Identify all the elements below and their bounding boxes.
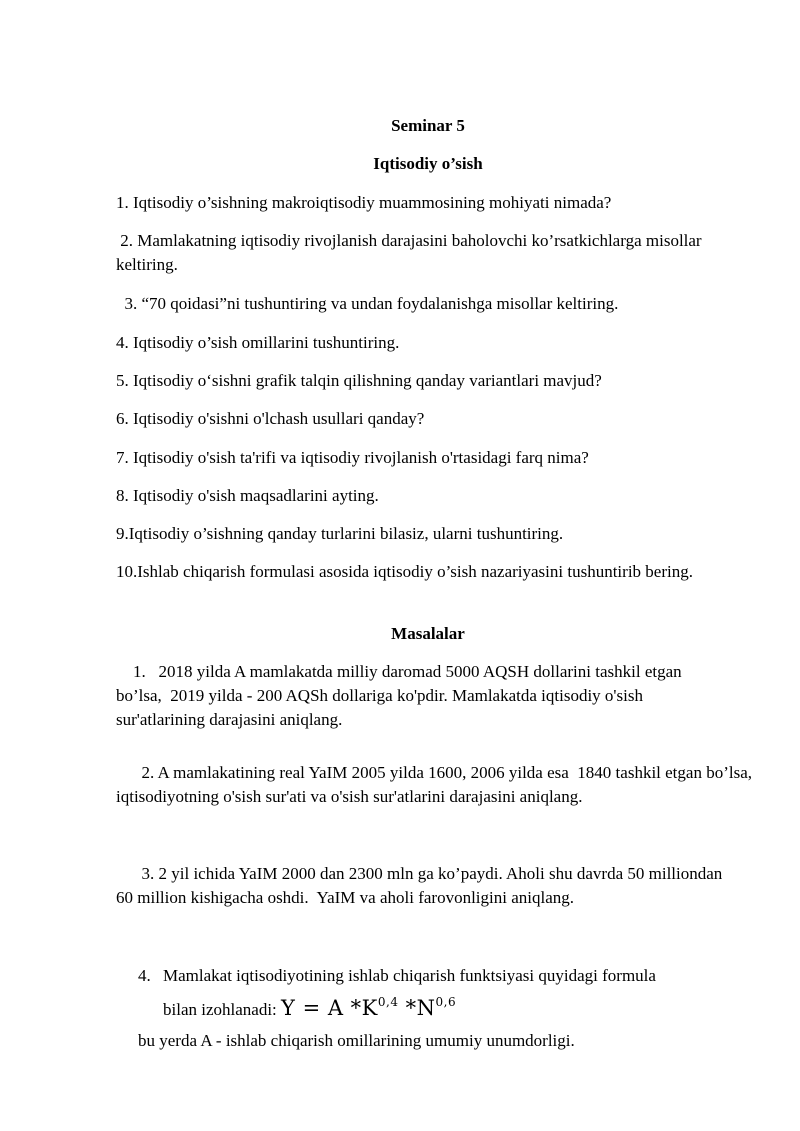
question-item: 2. Mamlakatning iqtisodiy rivojlanish darajasini baholovchi ko’rsatkichlarga misollar keltiring. (116, 231, 706, 274)
question-item: 9.Iqtisodiy o’sishning qanday turlarini bilasiz, ularni tushuntiring. (116, 524, 564, 543)
question-item: 5. Iqtisodiy o‘sishni grafik talqin qilishning qanday variantlari mavjud? (116, 371, 602, 390)
formula-exponent-k: 0,4 (377, 995, 399, 1009)
seminar-title: Seminar 5 (391, 116, 465, 135)
problem-4-line1: Mamlakat iqtisodiyotining ishlab chiqarish funktsiyasi quyidagi formula (163, 966, 656, 985)
question-item: 10.Ishlab chiqarish formulasi asosida iqtisodiy o’sish nazariyasini tushuntirib bering. (116, 562, 693, 581)
problem-item: 2. A mamlakatining real YaIM 2005 yilda 1600, 2006 yilda esa 1840 tashkil etgan bo’lsa, iqtisodiyotning o'sish sur'ati va o'sish sur'atlarini darajasini aniqlang. (116, 763, 761, 806)
problem-item: 3. 2 yil ichida YaIM 2000 dan 2300 mln ga ko’paydi. Aholi shu davrda 50 milliondan 60 million kishigacha oshdi. YaIM va aholi farovonligini aniqlang. (116, 864, 727, 907)
problems-heading: Masalalar (391, 624, 465, 643)
formula-mid: *N (398, 996, 436, 1020)
question-item: 1. Iqtisodiy o’sishning makroiqtisodiy muammosining mohiyati nimada? (116, 193, 612, 212)
seminar-subtitle: Iqtisodiy o’sish (373, 154, 483, 173)
problem-item: 1. 2018 yilda A mamlakatda milliy daromad 5000 AQSH dollarini tashkil etgan bo’lsa, 2019 yilda - 200 AQSh dollariga ko'pdir. Mamlakatda iqtisodiy o'sish sur'atlarining darajasini aniqlang. (116, 662, 686, 729)
problem-4-lead: bilan izohlanadi: (163, 1000, 282, 1019)
question-item: 8. Iqtisodiy o'sish maqsadlarini ayting. (116, 486, 379, 505)
problem-4-number: 4. (138, 966, 151, 985)
question-item: 6. Iqtisodiy o'sishni o'lchash usullari qanday? (116, 409, 425, 428)
question-item: 7. Iqtisodiy o'sish ta'rifi va iqtisodiy rivojlanish o'rtasidagi farq nima? (116, 448, 589, 467)
question-item: 3. “70 qoidasi”ni tushuntiring va undan foydalanishga misollar keltiring. (116, 294, 619, 313)
formula-base: Y = A *K (281, 996, 378, 1020)
formula-exponent-n: 0,6 (435, 995, 457, 1009)
problem-4-note: bu yerda A - ishlab chiqarish omillarining umumiy unumdorligi. (138, 1031, 575, 1050)
production-function-formula (281, 996, 456, 1020)
question-item: 4. Iqtisodiy o’sish omillarini tushuntiring. (116, 333, 400, 352)
problem-4-line2 (163, 990, 456, 1022)
